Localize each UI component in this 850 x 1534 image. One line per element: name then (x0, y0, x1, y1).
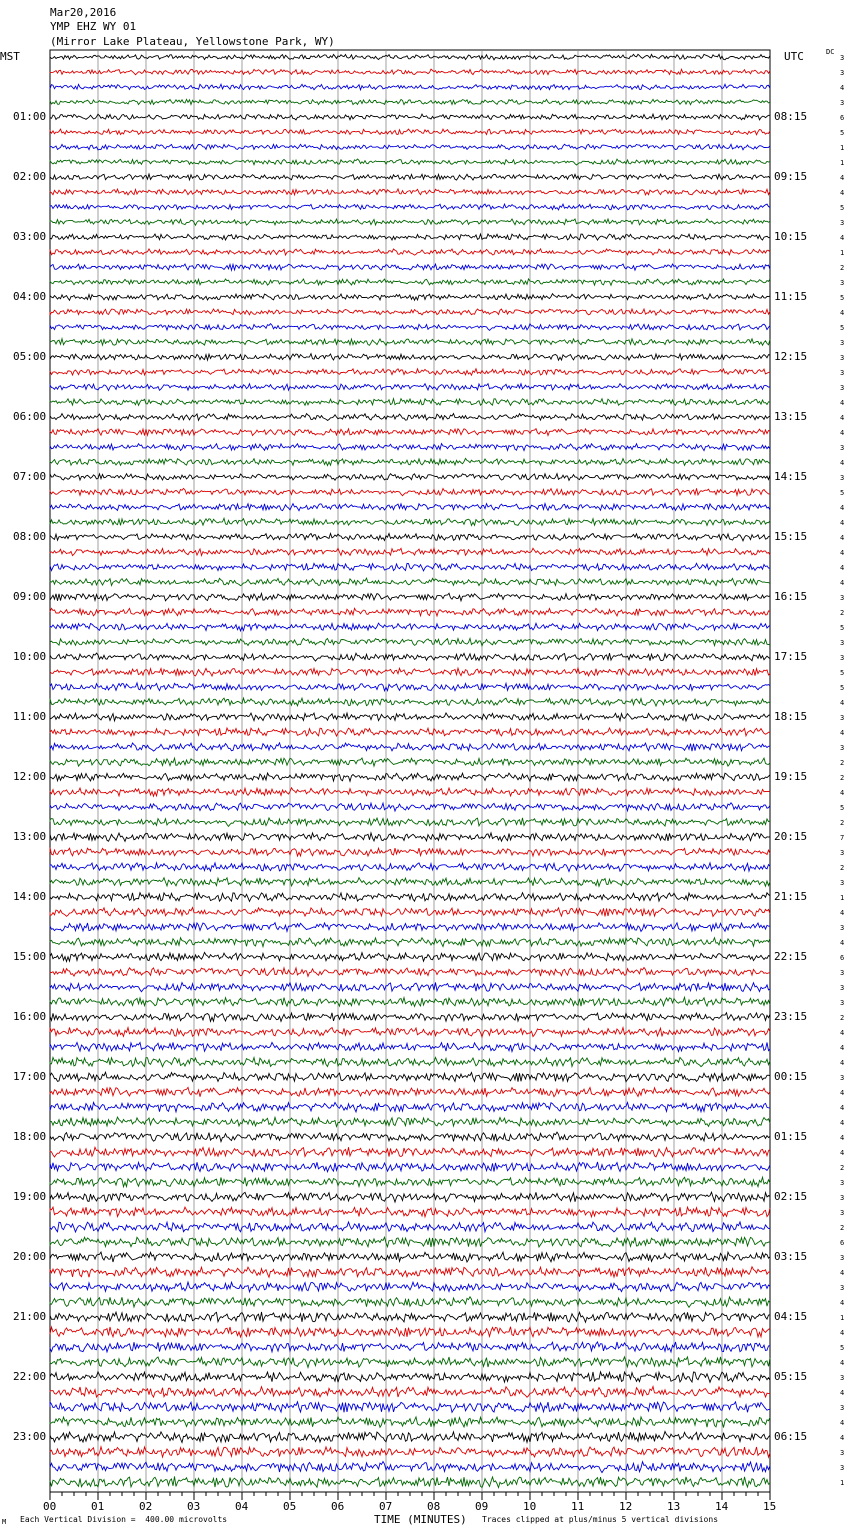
station-location: (Mirror Lake Plateau, Yellowstone Park, WY) (50, 35, 335, 48)
seismic-trace (50, 1432, 770, 1443)
dc-offset-value: 4 (840, 414, 845, 422)
dc-offset-value: 4 (840, 1029, 845, 1037)
x-tick-label: 04 (235, 1500, 249, 1513)
dc-offset-value: 1 (840, 1314, 845, 1322)
seismic-trace (50, 354, 770, 361)
seismic-trace (50, 668, 770, 676)
dc-offset-value: 5 (840, 294, 845, 302)
seismic-trace (50, 698, 770, 706)
dc-offset-value: 4 (840, 1149, 845, 1157)
seismic-trace (50, 1222, 770, 1232)
seismic-trace (50, 758, 770, 766)
x-tick-label: 03 (187, 1500, 201, 1513)
seismic-trace (50, 84, 770, 90)
dc-offset-value: 2 (840, 1014, 845, 1022)
seismic-trace (50, 743, 770, 751)
seismic-trace (50, 653, 770, 661)
x-tick-label: 14 (715, 1500, 729, 1513)
dc-offset-value: 4 (840, 1419, 845, 1427)
dc-offset-value: 4 (840, 549, 845, 557)
dc-offset-value: 4 (840, 564, 845, 572)
x-tick-label: 06 (331, 1500, 345, 1513)
utc-hour-label: 16:15 (774, 590, 808, 603)
dc-offset-value: 6 (840, 1239, 845, 1247)
dc-offset-value: 2 (840, 819, 845, 827)
dc-offset-value: 4 (840, 1389, 845, 1397)
seismic-trace (50, 219, 770, 225)
seismic-trace (50, 144, 770, 150)
dc-offset-value: 4 (840, 1044, 845, 1052)
seismic-trace (50, 938, 770, 947)
footer-clip-note: Traces clipped at plus/minus 5 vertical divisions (482, 1515, 719, 1524)
seismic-trace (50, 683, 770, 691)
dc-offset-value: 3 (840, 1374, 845, 1382)
seismic-trace (50, 159, 770, 165)
seismic-trace (50, 1447, 770, 1457)
seismic-trace (50, 69, 770, 75)
seismic-trace (50, 713, 770, 721)
dc-offset-value: 5 (840, 204, 845, 212)
dc-column-header: DC (826, 48, 835, 56)
dc-offset-value: 6 (840, 954, 845, 962)
dc-offset-value: 3 (840, 444, 845, 452)
x-tick-label: 01 (91, 1500, 105, 1513)
left-timezone-label: MST (0, 50, 20, 63)
mst-hour-label: 16:00 (13, 1010, 47, 1023)
utc-hour-label: 22:15 (774, 950, 808, 963)
x-tick-label: 11 (571, 1500, 585, 1513)
seismic-trace (50, 384, 770, 391)
seismic-trace (50, 997, 770, 1006)
dc-offset-value: 5 (840, 624, 845, 632)
mst-hour-label: 21:00 (13, 1310, 47, 1323)
dc-offset-value: 3 (840, 1464, 845, 1472)
seismic-trace (50, 1057, 770, 1066)
seismic-trace (50, 1387, 770, 1398)
utc-hour-label: 14:15 (774, 470, 808, 483)
seismic-trace (50, 1372, 770, 1383)
seismic-trace (50, 369, 770, 375)
dc-offset-value: 3 (840, 339, 845, 347)
mst-hour-label: 20:00 (13, 1250, 47, 1263)
seismic-trace (50, 893, 770, 902)
seismic-trace (50, 1013, 770, 1022)
seismic-trace (50, 578, 770, 586)
seismic-trace (50, 339, 770, 346)
seismic-trace (50, 1312, 770, 1322)
seismic-trace (50, 429, 770, 436)
seismic-trace (50, 1147, 770, 1157)
dc-offset-value: 4 (840, 534, 845, 542)
seismic-trace (50, 249, 770, 255)
mst-hour-label: 08:00 (13, 530, 47, 543)
dc-offset-value: 4 (840, 1359, 845, 1367)
dc-offset-value: 1 (840, 249, 845, 257)
seismic-trace (50, 1297, 770, 1308)
plot-grid (50, 50, 770, 1492)
seismic-trace (50, 504, 770, 511)
mst-hour-label: 11:00 (13, 710, 47, 723)
dc-offset-value: 3 (840, 879, 845, 887)
utc-hour-label: 06:15 (774, 1430, 808, 1443)
dc-offset-value: 4 (840, 399, 845, 407)
x-tick-label: 07 (379, 1500, 393, 1513)
x-tick-label: 12 (619, 1500, 633, 1513)
dc-offset-value: 4 (840, 1104, 845, 1112)
dc-offset-value: 4 (840, 939, 845, 947)
seismic-trace (50, 1072, 770, 1082)
dc-offset-value: 1 (840, 144, 845, 152)
time-axis (50, 1492, 770, 1500)
mst-hour-label: 03:00 (13, 230, 47, 243)
seismic-trace (50, 1162, 770, 1172)
seismic-trace (50, 818, 770, 827)
dc-offset-value: 3 (840, 639, 845, 647)
dc-offset-value: 4 (840, 1134, 845, 1142)
seismic-trace (50, 518, 770, 525)
dc-offset-value: 4 (840, 309, 845, 317)
seismic-trace (50, 1192, 770, 1202)
dc-offset-value: 3 (840, 1449, 845, 1457)
utc-hour-label: 01:15 (774, 1130, 808, 1143)
mst-hour-label: 18:00 (13, 1130, 47, 1143)
dc-offset-value: 3 (840, 594, 845, 602)
dc-offset-value: 4 (840, 1059, 845, 1067)
seismic-trace (50, 458, 770, 465)
seismic-trace (50, 1477, 770, 1488)
seismic-trace (50, 444, 770, 451)
seismic-trace (50, 1327, 770, 1337)
seismic-trace (50, 1207, 770, 1217)
utc-hour-label: 11:15 (774, 290, 808, 303)
dc-offset-value: 3 (840, 54, 845, 62)
dc-offset-value: 3 (840, 1074, 845, 1082)
dc-offset-value: 4 (840, 1329, 845, 1337)
x-tick-label: 09 (475, 1500, 489, 1513)
x-tick-label: 10 (523, 1500, 537, 1513)
utc-hour-label: 00:15 (774, 1070, 808, 1083)
seismic-trace (50, 114, 770, 120)
dc-offset-value: 1 (840, 1479, 845, 1487)
mst-hour-label: 15:00 (13, 950, 47, 963)
seismic-trace (50, 1177, 770, 1186)
seismic-trace (50, 563, 770, 571)
seismic-trace (50, 1402, 770, 1413)
seismic-trace (50, 414, 770, 421)
dc-offset-value: 4 (840, 699, 845, 707)
seismic-trace (50, 1132, 770, 1142)
seismic-trace (50, 952, 770, 961)
dc-offset-value: 1 (840, 159, 845, 167)
seismic-trace (50, 1357, 770, 1368)
seismic-trace (50, 324, 770, 331)
seismic-trace (50, 474, 770, 481)
seismic-trace (50, 1042, 770, 1051)
dc-offset-value: 3 (840, 984, 845, 992)
seismic-trace (50, 1462, 770, 1473)
utc-hour-label: 21:15 (774, 890, 808, 903)
seismic-trace (50, 728, 770, 736)
seismic-trace (50, 534, 770, 541)
seismic-trace (50, 803, 770, 811)
dc-offset-value: 5 (840, 804, 845, 812)
dc-offset-value: 2 (840, 759, 845, 767)
x-tick-label: 00 (43, 1500, 57, 1513)
dc-offset-value: 3 (840, 69, 845, 77)
x-tick-label: 08 (427, 1500, 441, 1513)
mst-hour-label: 22:00 (13, 1370, 47, 1383)
utc-hour-label: 23:15 (774, 1010, 808, 1023)
dc-offset-value: 2 (840, 1224, 845, 1232)
right-timezone-label: UTC (784, 50, 804, 63)
seismic-trace (50, 1252, 770, 1262)
seismic-trace (50, 848, 770, 857)
seismic-trace (50, 1282, 770, 1292)
dc-offset-value: 4 (840, 459, 845, 467)
trace-group (50, 54, 770, 1487)
seismic-trace (50, 234, 770, 240)
utc-hour-label: 08:15 (774, 110, 808, 123)
dc-offset-value: 3 (840, 354, 845, 362)
seismic-trace (50, 294, 770, 301)
mst-hour-label: 10:00 (13, 650, 47, 663)
seismic-trace (50, 399, 770, 406)
utc-hour-label: 04:15 (774, 1310, 808, 1323)
dc-offset-value: 3 (840, 1194, 845, 1202)
seismic-trace (50, 788, 770, 797)
utc-hour-label: 05:15 (774, 1370, 808, 1383)
dc-offset-value: 5 (840, 684, 845, 692)
dc-offset-value: 2 (840, 609, 845, 617)
dc-offset-value: 7 (840, 834, 845, 842)
dc-offset-value: 4 (840, 504, 845, 512)
utc-hour-label: 13:15 (774, 410, 808, 423)
seismic-trace (50, 608, 770, 616)
seismic-trace (50, 923, 770, 932)
dc-offset-value: 3 (840, 924, 845, 932)
dc-offset-value: 4 (840, 579, 845, 587)
dc-offset-value: 4 (840, 909, 845, 917)
footer-scale-note: Each Vertical Division = 400.00 microvolts (20, 1515, 228, 1524)
dc-offset-value: 3 (840, 219, 845, 227)
dc-offset-value: 3 (840, 369, 845, 377)
utc-hour-label: 17:15 (774, 650, 808, 663)
dc-offset-value: 3 (840, 999, 845, 1007)
dc-offset-value: 1 (840, 894, 845, 902)
dc-offset-value: 2 (840, 264, 845, 272)
seismic-trace (50, 1102, 770, 1112)
seismic-trace (50, 1237, 770, 1247)
dc-offset-value: 3 (840, 654, 845, 662)
dc-offset-value: 4 (840, 1119, 845, 1127)
dc-offset-value: 4 (840, 1089, 845, 1097)
seismic-trace (50, 878, 770, 887)
mst-hour-label: 09:00 (13, 590, 47, 603)
x-tick-label: 02 (139, 1500, 153, 1513)
seismic-trace (50, 279, 770, 285)
dc-offset-value: 4 (840, 789, 845, 797)
mst-hour-label: 02:00 (13, 170, 47, 183)
dc-offset-value: 4 (840, 174, 845, 182)
seismic-trace (50, 309, 770, 315)
dc-offset-value: 2 (840, 774, 845, 782)
mst-hour-label: 23:00 (13, 1430, 47, 1443)
dc-offset-value: 3 (840, 714, 845, 722)
dc-offset-value: 3 (840, 1254, 845, 1262)
seismic-trace (50, 968, 770, 977)
x-axis-label: TIME (MINUTES) (374, 1513, 467, 1526)
seismic-trace (50, 1342, 770, 1352)
dc-offset-value: 5 (840, 1344, 845, 1352)
seismic-trace (50, 129, 770, 135)
mst-hour-label: 19:00 (13, 1190, 47, 1203)
seismic-trace (50, 1417, 770, 1428)
seismic-trace (50, 908, 770, 917)
dc-offset-value: 3 (840, 384, 845, 392)
dc-offset-value: 3 (840, 474, 845, 482)
footer-mark: M (2, 1518, 7, 1526)
dc-offset-value: 4 (840, 729, 845, 737)
dc-offset-value: 4 (840, 1434, 845, 1442)
dc-offset-value: 2 (840, 864, 845, 872)
dc-offset-value: 4 (840, 189, 845, 197)
utc-hour-label: 10:15 (774, 230, 808, 243)
dc-offset-value: 3 (840, 1179, 845, 1187)
dc-offset-value: 3 (840, 849, 845, 857)
x-tick-label: 15 (763, 1500, 777, 1513)
seismic-trace (50, 863, 770, 872)
dc-offset-value: 3 (840, 1404, 845, 1412)
dc-offset-value: 5 (840, 669, 845, 677)
seismic-trace (50, 189, 770, 195)
seismic-trace (50, 54, 770, 60)
seismic-trace (50, 833, 770, 841)
mst-hour-label: 13:00 (13, 830, 47, 843)
seismic-trace (50, 1028, 770, 1037)
dc-offset-value: 5 (840, 324, 845, 332)
dc-offset-value: 3 (840, 1284, 845, 1292)
dc-offset-value: 4 (840, 519, 845, 527)
dc-offset-value: 4 (840, 1299, 845, 1307)
dc-offset-value: 3 (840, 1209, 845, 1217)
utc-hour-label: 03:15 (774, 1250, 808, 1263)
seismic-trace (50, 1117, 770, 1126)
dc-offset-value: 3 (840, 744, 845, 752)
dc-offset-value: 3 (840, 279, 845, 287)
seismic-trace (50, 1267, 770, 1277)
seismic-trace (50, 204, 770, 210)
plot-date: Mar20,2016 (50, 6, 117, 19)
seismic-trace (50, 264, 770, 270)
seismic-trace (50, 99, 770, 104)
mst-hour-label: 05:00 (13, 350, 47, 363)
seismic-trace (50, 488, 770, 495)
x-tick-label: 05 (283, 1500, 297, 1513)
dc-offset-value: 3 (840, 99, 845, 107)
utc-hour-label: 02:15 (774, 1190, 808, 1203)
dc-offset-value: 4 (840, 1269, 845, 1277)
seismic-trace (50, 983, 770, 992)
dc-offset-value: 4 (840, 234, 845, 242)
mst-hour-label: 12:00 (13, 770, 47, 783)
dc-offset-value: 6 (840, 114, 845, 122)
x-tick-label: 13 (667, 1500, 681, 1513)
seismic-trace (50, 593, 770, 601)
station-code: YMP EHZ WY 01 (50, 20, 137, 33)
utc-hour-label: 18:15 (774, 710, 808, 723)
seismic-trace (50, 638, 770, 645)
mst-hour-label: 06:00 (13, 410, 47, 423)
utc-hour-label: 12:15 (774, 350, 808, 363)
seismic-trace (50, 548, 770, 555)
dc-offset-value: 4 (840, 429, 845, 437)
dc-offset-value: 2 (840, 1164, 845, 1172)
mst-hour-label: 17:00 (13, 1070, 47, 1083)
mst-hour-label: 14:00 (13, 890, 47, 903)
plot-frame (50, 50, 770, 1492)
seismic-trace (50, 1087, 770, 1096)
seismic-trace (50, 773, 770, 781)
utc-hour-label: 20:15 (774, 830, 808, 843)
seismic-trace (50, 174, 770, 180)
utc-hour-label: 19:15 (774, 770, 808, 783)
utc-hour-label: 15:15 (774, 530, 808, 543)
mst-hour-label: 04:00 (13, 290, 47, 303)
dc-offset-value: 4 (840, 84, 845, 92)
dc-offset-value: 5 (840, 489, 845, 497)
seismic-trace (50, 623, 770, 631)
mst-hour-label: 07:00 (13, 470, 47, 483)
dc-offset-value: 5 (840, 129, 845, 137)
dc-offset-value: 3 (840, 969, 845, 977)
utc-hour-label: 09:15 (774, 170, 808, 183)
mst-hour-label: 01:00 (13, 110, 47, 123)
